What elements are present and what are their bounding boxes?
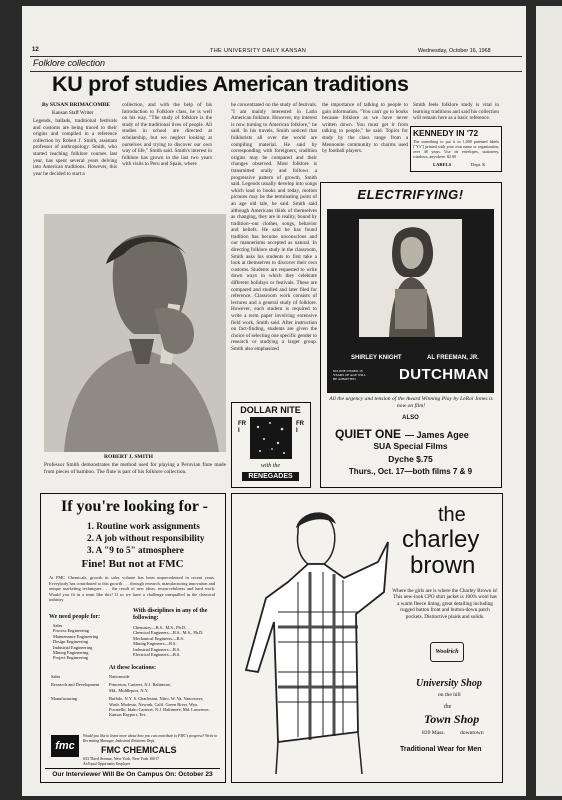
charley-slogan: Traditional Wear for Men [400, 746, 482, 753]
article-column-5: Smith feels folklore study is vital in learning traditions and said his collection will remain here as a basic reference. [413, 102, 499, 122]
fmc-locations-title: At these locations: [109, 665, 156, 671]
fmc-disciplines-list [133, 625, 203, 657]
professor-photo [44, 214, 226, 452]
article-column-1: Legends, ballads, traditional festivals and customs are being traced to their origins and compiled in a reference collection by Robert J. Smith, assistant professor of anthropology. Smith, who started teaching folklore courses last year, has spent several years delving into American traditions. However, this year he decided to start a [33, 118, 117, 177]
fmc-list-item-1: 1. Routine work assignments [87, 521, 200, 531]
byline-author: By SUSAN BRIMACOMBE [42, 102, 111, 108]
paper-name: THE UNIVERSITY DAILY KANSAN [210, 48, 307, 54]
fmc-locations [51, 674, 217, 718]
fmc-need-item: Mining Engineering [53, 650, 89, 656]
fmc-closer: Fine! But not at FMC [81, 558, 184, 570]
charley-brown-ad [231, 493, 503, 783]
fmc-need-item: Process Engineering [53, 628, 89, 634]
fmc-need-title: We need people for: [49, 614, 101, 620]
kennedy-ad [410, 126, 502, 172]
header-rule [30, 56, 522, 57]
movie-also: ALSO [402, 415, 419, 421]
town-shop-address: 839 Mass. [422, 730, 445, 736]
fmc-location-row: Research and Development Princeton, Carteret, N.J. Baltimore, Md., Middleport, N.Y. [51, 682, 172, 693]
kennedy-ad-store: LABELS [433, 162, 452, 167]
movie-poster [327, 209, 494, 393]
fmc-intro: At FMC Chemicals, growth in sales volume has been unprecedented in recent years. Everybody has contributed to this growth . . . through research, manufacturing innovation and unique marketing techniques . . . the result of new ideas, resourcefulness and hard work. Would you fit in a team like this? If so we have a challenge unequalled in the chemical industry. [49, 575, 215, 603]
charley-brown-illustration [238, 502, 398, 774]
movie-showtimes: Thurs., Oct. 17—both films 7 & 9 [348, 467, 473, 476]
article-column-3: he concentrated on the study of festivals. "I am mainly interested in Latin American folklore. However, my interest is now turning to American folklore," he said. In his travels, Smith noticed that folklorists all over the world are compiling material. He said by corresponding with foreigners, tradition origins may be compared and their changes observed. Most folklore is transmitted orally and follows a progressive pattern of growth, Smith said. Legends usually develop into songs which lead to books and today, motion pictures may be the terminating point of an age old tale, he said. Smith said although Americans think of themselves as changing, they are in reality, bound by tradition--our clothes, songs, behavior and beliefs. He said he has found tradition has become unconscious and our mannerisms accepted as natural. In directing folklore study in the classroom, Smith asks his students to first take a look at themselves to discover their own customs. Students are requested to write down ways in which they celebrate different holidays or festivals. These are compared and studied and later filed for reference. Classroom work consists of lectures and a general study of folklore. However, each student is required to write a term paper involving extensive field work, Smith said. After instruction on fact-finding, students are given the choice of selecting one specific gender to research or studying a larger group. Smith also emphasized [231, 102, 317, 352]
kennedy-ad-title: KENNEDY IN '72 [413, 128, 479, 138]
second-feature-title: QUIET ONE [335, 427, 402, 441]
photo-caption-text: Professor Smith demonstrates the method used for playing a Peruvian flute made from pieces of bamboo. The flute is part of his folklore collection. [44, 462, 226, 475]
movie-sponsor: SUA Special Films [373, 441, 448, 451]
movie-actor-1: SHIRLEY KNIGHT [351, 355, 402, 361]
fmc-need-item: Project Engineering [53, 655, 88, 661]
fmc-need-item: Industrial Engineering [53, 644, 93, 650]
fmc-logo: fmc [51, 735, 79, 757]
fmc-contact: Would you like to learn more about how you can contribute to FMC's progress? Write to Recruiting Manager, Industrial Relations Dept. [83, 734, 218, 743]
fmc-discipline-item: Mechanical Engineers—B.S. [133, 635, 185, 641]
byline-role: Kansan Staff Writer [52, 110, 94, 116]
fmc-footer: Our Interviewer Will Be On Campus On: October 23 [45, 768, 220, 778]
section-title: Folklore collection [33, 58, 106, 68]
dollar-nite-band: RENEGADES [242, 472, 299, 481]
charley-title-1: charley [402, 526, 480, 553]
fmc-need-item: Sales [53, 623, 63, 628]
charley-title-2: brown [410, 552, 476, 579]
movie-ad-headline: ELECTRIFYING! [357, 187, 464, 202]
kennedy-ad-dept: Dept. K [471, 162, 486, 167]
fmc-ad [40, 493, 226, 783]
article-column-4: the importance of talking to people to gain information. "You can't go to books because folklore as we have never written down. You must get it from talking to people," he said. Topics for study by the class range from a Mennonite community to charms used by football players. [322, 102, 408, 155]
university-shop-name: University Shop [416, 678, 482, 689]
fmc-company: FMC CHEMICALS [101, 745, 177, 755]
fmc-discipline-item: Chemical Engineers—B.S., M.S., Ph.D. [133, 630, 204, 636]
town-shop-downtown: downtown [460, 730, 484, 736]
dollar-nite-graphic [250, 417, 292, 459]
dollar-nite-day-left: FRI [238, 421, 246, 434]
fmc-discipline-item: Electrical Engineers—B.S. [133, 652, 181, 658]
fmc-eoe: An Equal Opportunity Employer [83, 762, 131, 766]
kennedy-ad-body: The something to put it in 1,000 patented labels ("Y's") printed with your own name or organization, over 48 years. Use on envelopes, stationery, windows, anywhere. $2.00 [413, 139, 499, 159]
dollar-nite-day-right: FRI [296, 421, 304, 434]
movie-actor-2: AL FREEMAN, JR. [427, 355, 479, 361]
fmc-need-item: Design Engineering [53, 639, 88, 645]
charley-title-small: the [438, 504, 466, 526]
university-shop-sub: on the hill [438, 692, 461, 698]
movie-venue: Dyche $.75 [388, 454, 433, 464]
fmc-disciplines-title: With disciplines in any of the following: [133, 608, 208, 621]
headline: KU prof studies American traditions [52, 72, 409, 96]
fmc-need-item: Maintenance Engineering [53, 633, 99, 639]
header-date: Wednesday, October 16, 1968 [418, 48, 491, 54]
dollar-nite-with: with the [260, 463, 281, 469]
fmc-headline: If you're looking for - [61, 498, 208, 515]
town-shop-name: Town Shop [424, 712, 480, 726]
charley-description: Where the girls are is where the Charley Brown is! This new-look CPO shirt jacket is 100% wool has a warm fleece lining, great detailing including rugged button front and button-down patch pockets. Distinctive plaids and solids. [392, 588, 498, 620]
movie-title: DUTCHMAN [399, 366, 489, 383]
fmc-address: 633 Third Avenue, New York, New York 10017 [83, 756, 160, 761]
fmc-location-row: Sales Nationwide [51, 674, 130, 679]
fmc-discipline-item: Mining Engineers—B.S. [133, 641, 177, 647]
town-shop-the: the [444, 704, 452, 710]
movie-tagline: All the urgency and tension of the Award Winning Play by LeRoi Jones is now on film! [329, 396, 493, 409]
fmc-need-list [53, 623, 98, 661]
photo-caption-name: ROBERT J. SMITH [104, 454, 153, 460]
fmc-discipline-item: Industrial Engineers—B.S. [133, 646, 181, 652]
article-column-2: collection, and with the help of his Introduction to Folklore class, he is well on his way. "The study of folklore is the study of the traditional lives of people. All studies in school are directed at scholarship, but we neglect looking at ourselves and trying to discover our own way of life," Smith said. Smith's interest in folklore has grown in the last two years with visits to Peru and Spain, where [122, 102, 212, 168]
woolrich-tag: Woolrich [430, 642, 464, 662]
adjacent-page-edge [536, 6, 562, 796]
dollar-nite-ad [231, 402, 311, 488]
page-number: 12 [32, 47, 39, 53]
movie-ad [320, 182, 502, 488]
dollar-nite-title: DOLLAR NITE [240, 405, 301, 415]
fmc-list [87, 520, 205, 556]
fmc-list-item-2: 2. A job without responsibility [87, 533, 205, 543]
movie-poster-still [359, 219, 462, 337]
fmc-list-item-3: 3. A "9 to 5" atmosphere [87, 545, 184, 555]
fmc-location-row: Manufacturing Buffalo, N.Y. S. Charleston, Nitro, W. Va. Vancouver, Wash. Modesto, Newark, Calif. Green River, Wyo. Pocatello, Idaho Carteret, N.J. Baltimore, Md. Lawrence, Kansas Bayport, Tex. [51, 696, 210, 718]
fmc-discipline-item: Chemistry—B.S., M.S., Ph.D. [133, 625, 187, 630]
second-feature-author: — James Agee [405, 430, 469, 440]
movie-rating: NO ONE UNDER 18 YEARS OF AGE WILL BE ADMITTED [333, 369, 367, 382]
